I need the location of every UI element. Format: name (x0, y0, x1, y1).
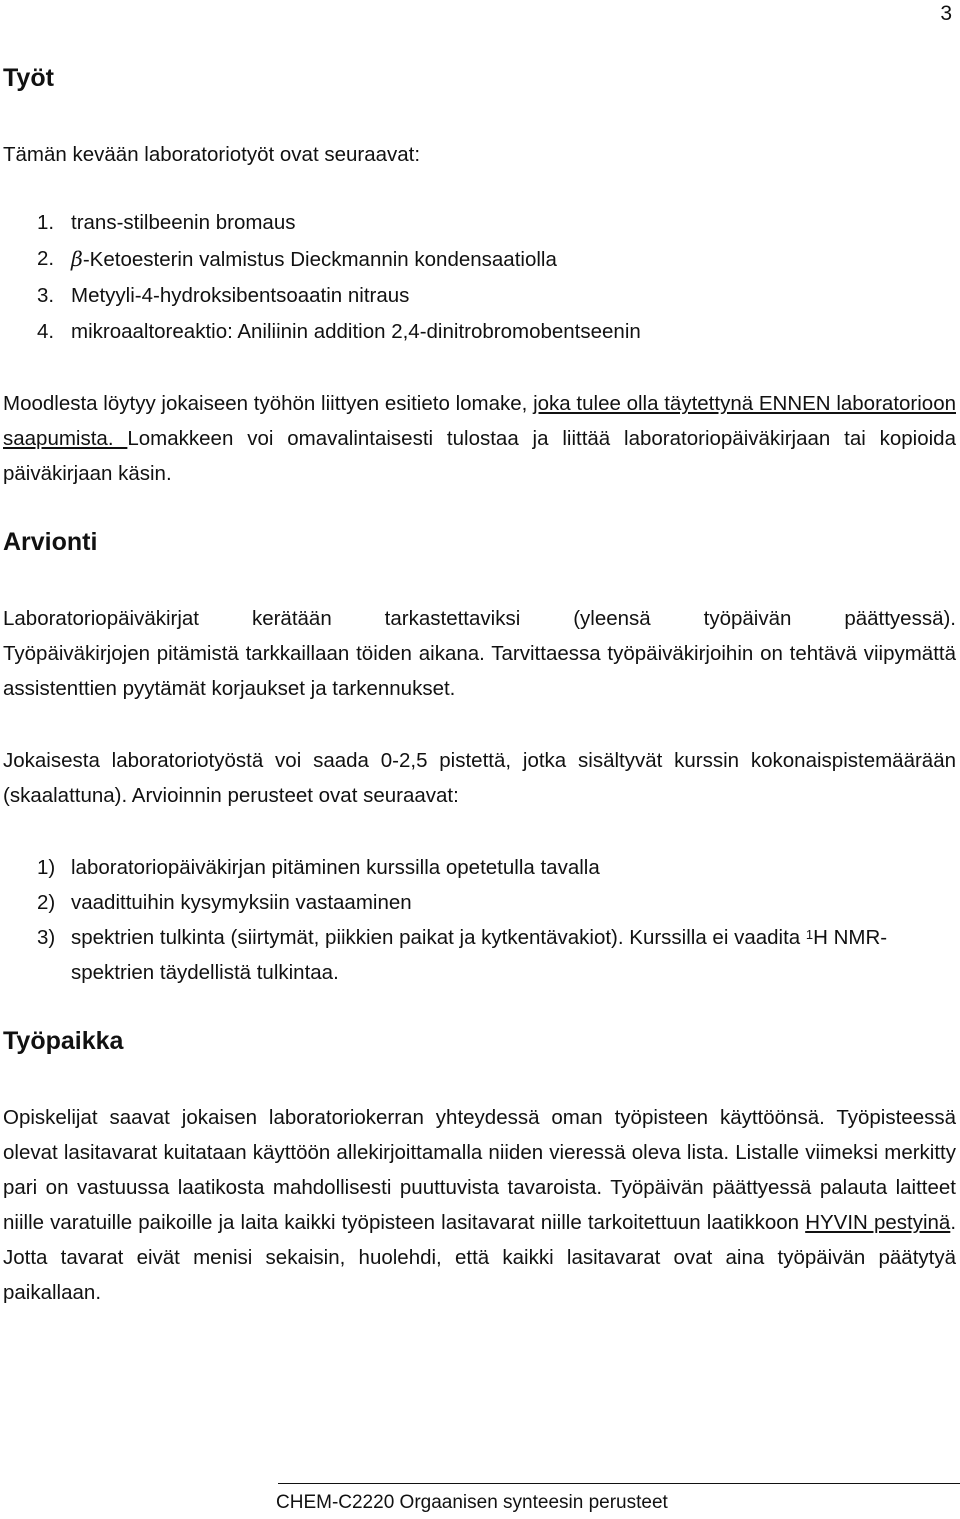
section-heading-arvionti: Arvionti (3, 528, 98, 556)
list-item (0, 278, 641, 314)
list-item (0, 241, 641, 278)
list-number: 2. (37, 247, 55, 270)
beta-symbol: β (71, 247, 83, 271)
list-item (0, 314, 641, 350)
list-number: 3) (37, 926, 56, 949)
tyopaikka-text: Opiskelijat saavat jokaisen laboratoriokerran yhteydessä oman työpisteen käyttöönsä. Työpisteessä olevat lasitavarat kuitataan käyttöön allekirjoittamalla niiden vieressä oleva lista. Listalle viimeksi merkitty pari on vastuussa laatikosta mahdollisesti puuttuvista tavaroista. Työpäivän päättyessä palauta laitteet niille varatuille paikoille ja laita kaikki työpisteen lasitavarat niille tarkoitettuun laatikkoon (3, 1106, 956, 1234)
list-item-text: laboratoriopäiväkirjan pitäminen kurssilla opetetulla tavalla (71, 856, 600, 879)
list-number: 4. (37, 320, 55, 343)
moodle-underlined-text: joka tulee olla täytettynä ENNEN laboratorioon saapumista. (3, 392, 956, 450)
arvionti-paragraph-1-rest: Työpäiväkirjojen pitämistä tarkkaillaan töiden aikana. Tarvittaessa työpäiväkirjoihin on tehtävä viipymättä assistenttien pyytämät korjaukset ja tarkennukset. (3, 642, 956, 700)
superscript: 1 (805, 927, 814, 942)
moodle-text-rest: Lomakkeen voi omavalintaisesti tulostaa ja liittää laboratoriopäiväkirjaan tai kopioida päiväkirjaan käsin. (3, 427, 956, 485)
list-item-text: Metyyli-4-hydroksibentsoaatin nitraus (71, 284, 410, 307)
list-item (0, 920, 956, 990)
section-heading-tyopaikka: Työpaikka (3, 1027, 124, 1055)
tyopaikka-underlined-text: HYVIN pestyinä (805, 1211, 951, 1234)
moodle-paragraph (3, 386, 956, 491)
moodle-text: Moodlesta löytyy jokaiseen työhön liittyen esitieto lomake, (3, 392, 534, 415)
criteria-list (0, 850, 956, 990)
tyopaikka-text-rest: . Jotta tavarat eivät menisi sekaisin, huolehdi, että kaikki lasitavarat ovat aina työpäivän päätytyä paikallaan. (3, 1211, 957, 1304)
footer-rule (278, 1483, 960, 1484)
section-heading-tyot: Työt (3, 64, 54, 92)
list-item-text: -Ketoesterin valmistus Dieckmannin kondensaatiolla (82, 248, 557, 271)
intro-text: Tämän kevään laboratoriotyöt ovat seuraavat: (3, 143, 421, 166)
arvionti-paragraph-2: Jokaisesta laboratoriotyöstä voi saada 0-2,5 pistettä, jotka sisältyvät kurssin kokonaispistemäärään (skaalattuna). Arvioinnin perusteet ovat seuraavat: (3, 749, 956, 807)
footer-text: CHEM-C2220 Orgaanisen synteesin perusteet (276, 1492, 668, 1513)
list-item (0, 885, 956, 920)
list-item-text: spektrien tulkinta (siirtymät, piikkien paikat ja kytkentävakiot). Kurssilla ei vaadita (71, 926, 806, 949)
list-item-text-after: H NMR-spektrien täydellistä tulkintaa. (71, 926, 888, 984)
tyopaikka-paragraph (3, 1100, 956, 1310)
list-item (0, 205, 641, 241)
list-item (0, 850, 956, 885)
page-number: 3 (940, 2, 952, 25)
list-number: 2) (37, 891, 56, 914)
arvionti-paragraph-1 (3, 601, 956, 636)
list-number: 3. (37, 284, 55, 307)
list-number: 1) (37, 856, 56, 879)
list-item-text: trans-stilbeenin bromaus (71, 211, 296, 234)
list-item-text: vaadittuihin kysymyksiin vastaaminen (71, 891, 412, 914)
works-list (0, 205, 641, 350)
list-item-text: mikroaaltoreaktio: Aniliinin addition 2,4-dinitrobromobentseenin (71, 320, 641, 343)
arvionti-line-1: Laboratoriopäiväkirjat kerätään tarkastettaviksi (yleensä työpäivän päättyessä). (3, 607, 956, 630)
list-number: 1. (37, 211, 55, 234)
